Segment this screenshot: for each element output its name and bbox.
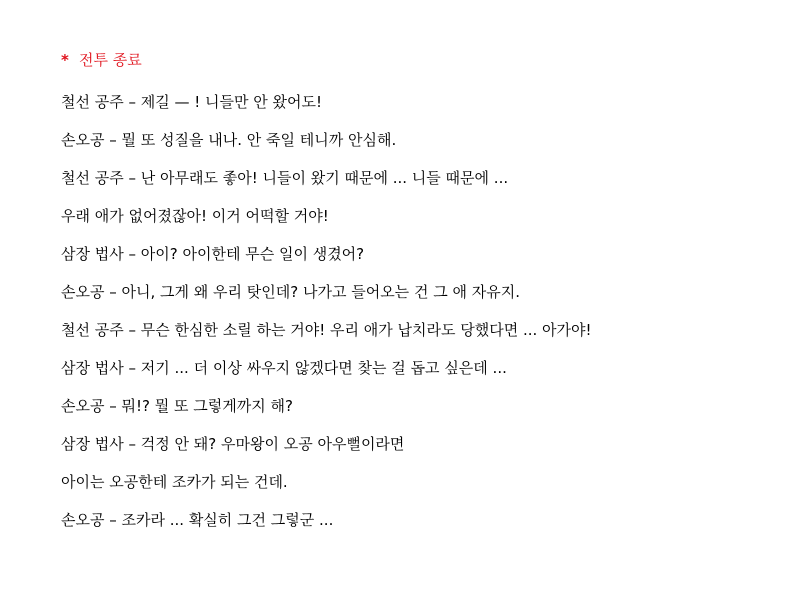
dialogue-line: 삼장 법사 – 걱정 안 돼? 우마왕이 오공 아우뻘이라면 — [61, 435, 405, 453]
dialogue-line: 손오공 – 조카라 ... 확실히 그건 그렇군 ... — [61, 511, 334, 529]
dialogue-line: 손오공 – 뭐!? 뭘 또 그렇게까지 해? — [61, 397, 293, 415]
section-heading — [61, 50, 781, 70]
heading-text: 전투 종료 — [79, 51, 142, 69]
dialogue-line: 철선 공주 – 무슨 한심한 소릴 하는 거야! 우리 애가 납치라도 당했다면 ... 아가야! — [61, 321, 592, 339]
dialogue-document — [61, 50, 781, 530]
dialogue-line: 아이는 오공한테 조카가 되는 건데. — [61, 473, 288, 491]
dialogue-line: 철선 공주 – 제길 — ! 니들만 안 왔어도! — [61, 93, 323, 111]
dialogue-line: 삼장 법사 – 저기 ... 더 이상 싸우지 않겠다면 찾는 걸 돕고 싶은데 ... — [61, 359, 507, 377]
dialogue-line: 철선 공주 – 난 아무래도 좋아! 니들이 왔기 때문에 ... 니들 때문에 ... — [61, 169, 509, 187]
heading-marker: * — [61, 51, 69, 69]
dialogue-line: 손오공 – 아니, 그게 왜 우리 탓인데? 나가고 들어오는 건 그 애 자유지. — [61, 283, 520, 301]
dialogue-line: 삼장 법사 – 아이? 아이한테 무슨 일이 생겼어? — [61, 245, 365, 263]
dialogue-line: 손오공 – 뭘 또 성질을 내나. 안 죽일 테니까 안심해. — [61, 131, 397, 149]
dialogue-line: 우래 애가 없어졌잖아! 이거 어떡할 거야! — [61, 207, 329, 225]
